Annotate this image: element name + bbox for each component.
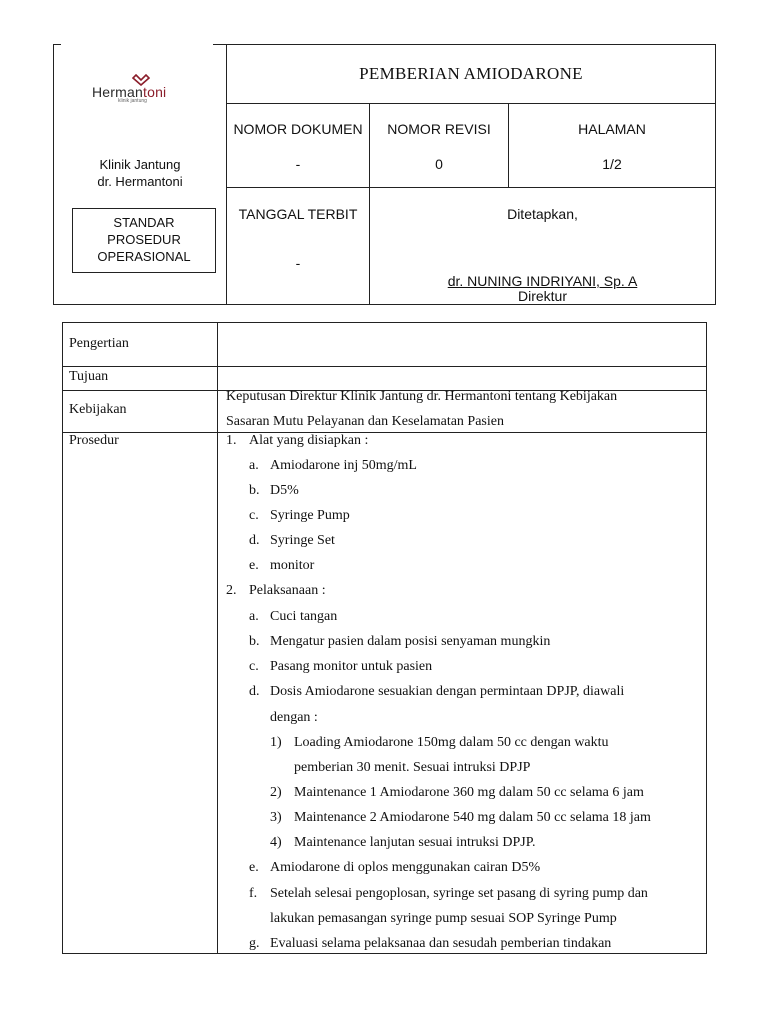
halaman-value: 1/2 [602, 156, 622, 172]
dose-item-cont: pemberian 30 menit. Sesuai intruksi DPJP [294, 760, 531, 775]
logo-brand-prefix: Herman [92, 84, 143, 100]
step2-item-marker: f. [249, 886, 258, 901]
sop-line2: PROSEDUR [107, 232, 181, 247]
kebijakan-line1: Keputusan Direktur Klinik Jantung dr. Hermantoni tentang Kebijakan [226, 389, 618, 404]
dose-item: Maintenance lanjutan sesuai intruksi DPJP. [294, 835, 536, 850]
dose-item: Loading Amiodarone 150mg dalam 50 cc dengan waktu [294, 735, 609, 750]
step2-item: Setelah selesai pengoplosan, syringe set pasang di syring pump dan [270, 886, 648, 901]
step2-item: Mengatur pasien dalam posisi senyaman mungkin [270, 634, 551, 649]
tanggal-terbit-label: TANGGAL TERBIT [238, 206, 358, 222]
nomor-revisi-label: NOMOR REVISI [387, 121, 491, 137]
dose-item-marker: 4) [270, 835, 282, 850]
step2-item-cont: lakukan pemasangan syringe pump sesuai SOP Syringe Pump [270, 911, 617, 926]
ditetapkan-text: Ditetapkan, [507, 206, 578, 222]
step1-number: 1. [226, 433, 237, 448]
pengertian-label: Pengertian [69, 336, 129, 351]
step2-item: Pasang monitor untuk pasien [270, 659, 433, 674]
dose-item-marker: 2) [270, 785, 282, 800]
step1-item-marker: e. [249, 558, 259, 573]
dose-item: Maintenance 2 Amiodarone 540 mg dalam 50 cc selama 18 jam [294, 810, 651, 825]
kebijakan-label: Kebijakan [69, 402, 127, 417]
clinic-name [60, 156, 220, 190]
prosedur-label: Prosedur [69, 433, 119, 448]
step2-item-marker: c. [249, 659, 259, 674]
clinic-name-line1: Klinik Jantung [99, 157, 181, 172]
step2-text: Pelaksanaan : [249, 583, 326, 598]
step1-item: Syringe Pump [270, 508, 350, 523]
tujuan-label: Tujuan [69, 369, 109, 384]
step1-text: Alat yang disiapkan : [249, 433, 369, 448]
step1-item-marker: b. [249, 483, 260, 498]
clinic-name-line2: dr. Hermantoni [97, 174, 183, 189]
logo-brand-suffix: toni [143, 84, 167, 100]
step1-item-marker: c. [249, 508, 259, 523]
step2-item-marker: d. [249, 684, 260, 699]
step1-item-marker: a. [249, 458, 259, 473]
tanggal-terbit-value: - [295, 255, 301, 271]
nomor-dokumen-label: NOMOR DOKUMEN [233, 121, 363, 137]
step2-item: Dosis Amiodarone sesuakian dengan permintaan DPJP, diawali [270, 684, 625, 699]
dose-item-marker: 3) [270, 810, 282, 825]
signatory-name: dr. NUNING INDRIYANI, Sp. A [447, 273, 638, 289]
nomor-revisi-value: 0 [435, 156, 443, 172]
sop-box [72, 208, 216, 273]
signatory-title: Direktur [517, 288, 567, 304]
sop-line3: OPERASIONAL [97, 249, 191, 264]
step1-item-marker: d. [249, 533, 260, 548]
logo-tagline: klinik jantung [118, 98, 147, 104]
step2-item-marker: g. [249, 936, 260, 951]
step2-item: Amiodarone di oplos menggunakan cairan D5% [270, 860, 541, 875]
step2-item-marker: b. [249, 634, 260, 649]
halaman-label: HALAMAN [578, 121, 646, 137]
step1-item: Syringe Set [270, 533, 335, 548]
step2-item: Cuci tangan [270, 609, 338, 624]
step2-item: Evaluasi selama pelaksanaa dan sesudah pemberian tindakan [270, 936, 612, 951]
sop-line1: STANDAR [113, 215, 175, 230]
step2-number: 2. [226, 583, 237, 598]
step1-item: D5% [270, 483, 299, 498]
dose-item: Maintenance 1 Amiodarone 360 mg dalam 50 cc selama 6 jam [294, 785, 644, 800]
kebijakan-line2: Sasaran Mutu Pelayanan dan Keselamatan Pasien [226, 414, 504, 429]
nomor-dokumen-value: - [295, 156, 301, 172]
dose-item-marker: 1) [270, 735, 282, 750]
step2-item-cont: dengan : [270, 710, 318, 725]
step2-item-marker: a. [249, 609, 259, 624]
document-title: PEMBERIAN AMIODARONE [359, 64, 583, 83]
step1-item: monitor [270, 558, 315, 573]
step1-item: Amiodarone inj 50mg/mL [270, 458, 417, 473]
clinic-logo [88, 74, 200, 106]
step2-item-marker: e. [249, 860, 259, 875]
